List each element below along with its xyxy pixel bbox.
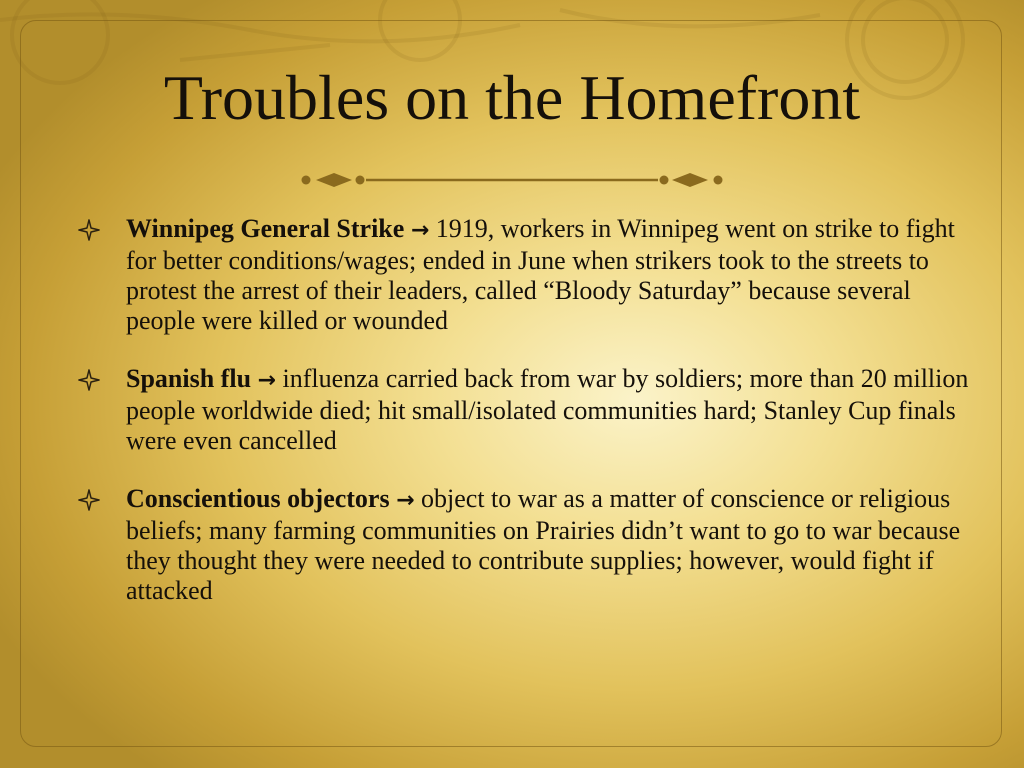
bullet-description: object to war as a matter of conscience or religious beliefs; many farming communities on Prairies didn’t want to go to war because they thought they were needed to contribute supplies; however, would fight if attacked	[126, 484, 961, 605]
bullet-text	[126, 484, 970, 606]
bullet-item	[70, 364, 970, 456]
arrow-right-icon: →	[257, 368, 276, 393]
bullet-term: Conscientious objectors	[126, 484, 390, 513]
four-point-star-icon	[78, 219, 100, 241]
arrow-right-icon: →	[410, 218, 430, 243]
four-point-star-icon	[78, 369, 100, 391]
bullet-term: Winnipeg General Strike	[126, 214, 405, 243]
slide-title: Troubles on the Homefront	[163, 62, 861, 133]
ornamental-divider-icon	[296, 166, 728, 194]
bullet-text	[126, 364, 970, 456]
bullet-item	[70, 484, 970, 606]
bullet-description: 1919, workers in Winnipeg went on strike to fight for better conditions/wages; ended in June when strikers took to the streets to protest the arrest of their leaders, called “Bloody Saturday” because several people were killed or wounded	[126, 214, 955, 335]
bullet-text	[126, 214, 970, 336]
four-point-star-icon	[78, 489, 100, 511]
bullet-term: Spanish flu	[126, 364, 252, 393]
bullet-description: influenza carried back from war by soldiers; more than 20 million people worldwide died; hit small/isolated communities hard; Stanley Cup finals were even cancelled	[126, 364, 969, 455]
arrow-right-icon: →	[396, 488, 415, 513]
bullet-list	[70, 214, 970, 634]
bullet-item	[70, 214, 970, 336]
